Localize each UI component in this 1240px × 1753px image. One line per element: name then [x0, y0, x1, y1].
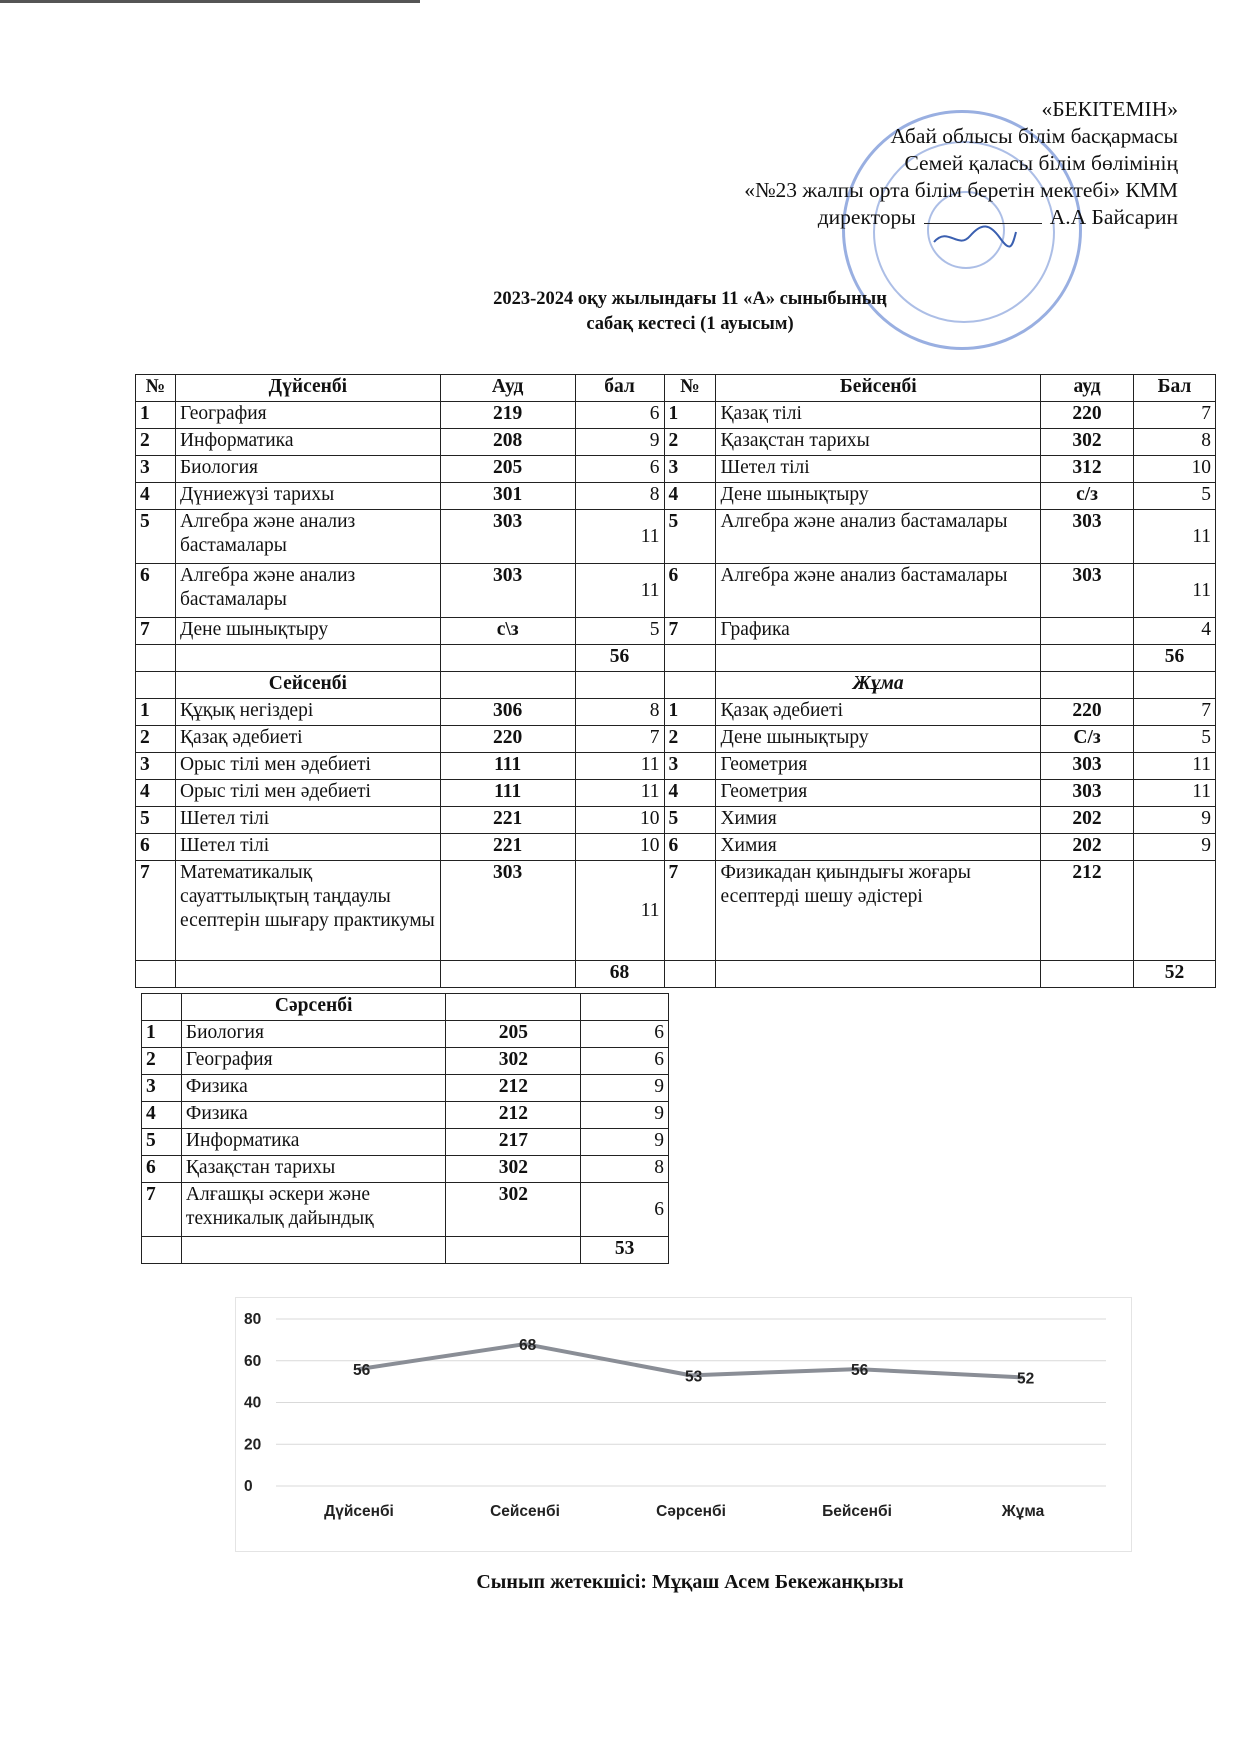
empty-cell [175, 961, 440, 988]
right-score: 11 [1134, 564, 1216, 618]
left-score: 6 [575, 402, 664, 429]
right-lesson-number: 2 [664, 726, 716, 753]
table-row [142, 1048, 669, 1075]
table-row [142, 1075, 669, 1102]
left-subject: Информатика [175, 429, 440, 456]
right-lesson-number: 6 [664, 834, 716, 861]
left-subject: Биология [175, 456, 440, 483]
empty-cell [440, 961, 575, 988]
left-subject: Алгебра және анализ бастамалары [175, 564, 440, 618]
col-room-header: ауд [1041, 375, 1134, 402]
left-room: 303 [440, 510, 575, 564]
left-score: 10 [575, 834, 664, 861]
left-room: 221 [440, 807, 575, 834]
left-subject: Математикалық сауаттылықтың таңдаулы есептерін шығару практикумы [175, 861, 440, 961]
empty-cell [664, 961, 716, 988]
director-label: директоры [817, 205, 916, 229]
wed-score: 6 [581, 1021, 669, 1048]
left-subject: Шетел тілі [175, 834, 440, 861]
x-category-label: Сейсенбі [490, 1503, 560, 1520]
wed-lesson-number: 4 [142, 1102, 182, 1129]
right-subject: Алгебра және анализ бастамалары [716, 564, 1041, 618]
right-subject: Дене шынықтыру [716, 483, 1041, 510]
table-row [142, 1129, 669, 1156]
totals-row [136, 961, 1216, 988]
col-number-header: № [664, 375, 716, 402]
right-score: 11 [1134, 753, 1216, 780]
approval-director-line [744, 204, 1178, 231]
left-score: 10 [575, 807, 664, 834]
left-score: 11 [575, 510, 664, 564]
left-room: 219 [440, 402, 575, 429]
left-subject: География [175, 402, 440, 429]
table-row [142, 1156, 669, 1183]
wed-subject: Физика [181, 1075, 446, 1102]
approval-city-dept: Семей қаласы білім бөлімінің [904, 151, 1178, 175]
data-label: 56 [851, 1362, 869, 1380]
empty-cell [716, 645, 1041, 672]
table-row [142, 1102, 669, 1129]
wed-lesson-number: 7 [142, 1183, 182, 1237]
approval-department: Абай облысы білім басқармасы [890, 124, 1178, 148]
left-score: 8 [575, 483, 664, 510]
schedule-table-main [135, 374, 1216, 988]
left-score: 9 [575, 429, 664, 456]
empty-cell [440, 645, 575, 672]
right-score: 5 [1134, 483, 1216, 510]
right-score: 7 [1134, 699, 1216, 726]
left-lesson-number: 2 [136, 726, 176, 753]
right-subject: Қазақстан тарихы [716, 429, 1041, 456]
wed-room: 212 [446, 1102, 581, 1129]
day-name-monday: Дүйсенбі [175, 375, 440, 402]
table-row [136, 429, 1216, 456]
wed-subject: География [181, 1048, 446, 1075]
right-room: 220 [1041, 402, 1134, 429]
right-subject: Геометрия [716, 753, 1041, 780]
totals-row [142, 1237, 669, 1264]
right-subject: Шетел тілі [716, 456, 1041, 483]
left-lesson-number: 4 [136, 483, 176, 510]
left-lesson-number: 1 [136, 402, 176, 429]
left-lesson-number: 7 [136, 861, 176, 961]
signature-line [924, 205, 1042, 224]
table-row [136, 564, 1216, 618]
left-lesson-number: 5 [136, 807, 176, 834]
right-lesson-number: 3 [664, 753, 716, 780]
table-row [136, 780, 1216, 807]
wed-room: 217 [446, 1129, 581, 1156]
schedule-table-wednesday [141, 993, 669, 1264]
left-lesson-number: 7 [136, 618, 176, 645]
left-room: 303 [440, 861, 575, 961]
day-name-tuesday: Сейсенбі [175, 672, 440, 699]
x-category-label: Сәрсенбі [656, 1503, 726, 1520]
right-lesson-number: 4 [664, 780, 716, 807]
x-category-label: Жұма [1001, 1503, 1045, 1520]
left-room: 221 [440, 834, 575, 861]
wed-score: 6 [581, 1048, 669, 1075]
right-room: 202 [1041, 807, 1134, 834]
left-room: 220 [440, 726, 575, 753]
table-row [136, 726, 1216, 753]
wed-subject: Информатика [181, 1129, 446, 1156]
table-row [136, 618, 1216, 645]
table-row [136, 834, 1216, 861]
empty-cell [1134, 672, 1216, 699]
day-total-monday: 56 [575, 645, 664, 672]
totals-row [136, 645, 1216, 672]
empty-cell [1041, 672, 1134, 699]
left-subject: Құқық негіздері [175, 699, 440, 726]
schedule-title [0, 287, 1240, 337]
table-row [136, 483, 1216, 510]
wed-score: 8 [581, 1156, 669, 1183]
left-subject: Орыс тілі мен әдебиеті [175, 780, 440, 807]
right-lesson-number: 2 [664, 429, 716, 456]
left-room: 208 [440, 429, 575, 456]
left-lesson-number: 2 [136, 429, 176, 456]
empty-cell [175, 645, 440, 672]
table-row [136, 402, 1216, 429]
right-lesson-number: 5 [664, 510, 716, 564]
left-room: 111 [440, 753, 575, 780]
right-subject: Дене шынықтыру [716, 726, 1041, 753]
class-teacher-line [0, 1571, 1240, 1594]
wed-score: 9 [581, 1075, 669, 1102]
right-room: 303 [1041, 753, 1134, 780]
right-lesson-number: 4 [664, 483, 716, 510]
top-edge-rule [0, 0, 420, 3]
day-name-wednesday: Сәрсенбі [181, 994, 446, 1021]
empty-cell [1041, 645, 1134, 672]
wed-lesson-number: 1 [142, 1021, 182, 1048]
day-total-thursday: 56 [1134, 645, 1216, 672]
right-score: 10 [1134, 456, 1216, 483]
right-subject: Графика [716, 618, 1041, 645]
table-row [136, 861, 1216, 961]
y-tick-label: 60 [244, 1352, 262, 1370]
y-tick-label: 80 [244, 1311, 262, 1328]
empty-cell [136, 672, 176, 699]
empty-cell [664, 672, 716, 699]
right-score: 7 [1134, 402, 1216, 429]
right-score: 9 [1134, 834, 1216, 861]
left-lesson-number: 4 [136, 780, 176, 807]
wed-lesson-number: 5 [142, 1129, 182, 1156]
data-label: 53 [685, 1368, 703, 1386]
y-tick-label: 0 [244, 1478, 253, 1495]
schedule-title-line2: сабақ кестесі (1 ауысым) [586, 314, 794, 334]
left-score: 6 [575, 456, 664, 483]
empty-cell [181, 1237, 446, 1264]
left-room: 301 [440, 483, 575, 510]
left-subject: Шетел тілі [175, 807, 440, 834]
right-score [1134, 861, 1216, 961]
left-room: 303 [440, 564, 575, 618]
wed-subject: Физика [181, 1102, 446, 1129]
left-score: 11 [575, 861, 664, 961]
empty-cell [581, 994, 669, 1021]
x-category-label: Дүйсенбі [324, 1503, 394, 1520]
right-subject: Геометрия [716, 780, 1041, 807]
empty-cell [575, 672, 664, 699]
left-subject: Орыс тілі мен әдебиеті [175, 753, 440, 780]
col-score-header: бал [575, 375, 664, 402]
right-lesson-number: 7 [664, 861, 716, 961]
wed-room: 205 [446, 1021, 581, 1048]
table-row [136, 807, 1216, 834]
empty-cell [446, 1237, 581, 1264]
left-room: 306 [440, 699, 575, 726]
day-name-thursday: Бейсенбі [716, 375, 1041, 402]
table-row [142, 1183, 669, 1237]
right-room [1041, 618, 1134, 645]
left-room: 111 [440, 780, 575, 807]
day-header-row [136, 375, 1216, 402]
day-total-tuesday: 68 [575, 961, 664, 988]
teacher-name: Мұқаш Асем Бекежанқызы [651, 1571, 904, 1593]
left-room: с\з [440, 618, 575, 645]
left-subject: Дүниежүзі тарихы [175, 483, 440, 510]
right-room: 302 [1041, 429, 1134, 456]
right-subject: Қазақ тілі [716, 402, 1041, 429]
day-header-row [142, 994, 669, 1021]
right-room: 212 [1041, 861, 1134, 961]
table-row [136, 510, 1216, 564]
empty-cell [716, 961, 1041, 988]
empty-cell [440, 672, 575, 699]
data-label: 52 [1017, 1370, 1035, 1388]
right-room: 303 [1041, 564, 1134, 618]
right-subject: Химия [716, 807, 1041, 834]
table-row [142, 1021, 669, 1048]
right-lesson-number: 1 [664, 402, 716, 429]
wed-room: 302 [446, 1156, 581, 1183]
col-room-header: Ауд [440, 375, 575, 402]
left-lesson-number: 6 [136, 564, 176, 618]
left-lesson-number: 1 [136, 699, 176, 726]
right-lesson-number: 1 [664, 699, 716, 726]
col-number-header: № [136, 375, 176, 402]
empty-cell [142, 1237, 182, 1264]
schedule-title-line1: 2023-2024 оқу жылындағы 11 «А» сыныбының [493, 289, 887, 309]
right-lesson-number: 3 [664, 456, 716, 483]
y-tick-label: 20 [244, 1436, 262, 1454]
data-label: 56 [353, 1362, 371, 1380]
col-score-header: Бал [1134, 375, 1216, 402]
approval-school: «№23 жалпы орта білім беретін мектебі» КММ [744, 178, 1178, 202]
left-room: 205 [440, 456, 575, 483]
left-lesson-number: 5 [136, 510, 176, 564]
right-room: 303 [1041, 780, 1134, 807]
left-score: 11 [575, 753, 664, 780]
right-subject: Физикадан қиындығы жоғары есептерді шешу әдістері [716, 861, 1041, 961]
left-subject: Алгебра және анализ бастамалары [175, 510, 440, 564]
table-row [136, 456, 1216, 483]
data-label: 68 [519, 1337, 537, 1355]
right-score: 11 [1134, 510, 1216, 564]
day-total-friday: 52 [1134, 961, 1216, 988]
right-score: 8 [1134, 429, 1216, 456]
right-room: 202 [1041, 834, 1134, 861]
right-score: 9 [1134, 807, 1216, 834]
right-lesson-number: 7 [664, 618, 716, 645]
table-row [136, 753, 1216, 780]
right-room: С/з [1041, 726, 1134, 753]
right-lesson-number: 5 [664, 807, 716, 834]
wed-lesson-number: 2 [142, 1048, 182, 1075]
left-score: 7 [575, 726, 664, 753]
x-category-label: Бейсенбі [822, 1503, 892, 1520]
wed-lesson-number: 6 [142, 1156, 182, 1183]
left-score: 5 [575, 618, 664, 645]
left-score: 11 [575, 780, 664, 807]
left-subject: Қазақ әдебиеті [175, 726, 440, 753]
teacher-label: Сынып жетекшісі: [476, 1571, 647, 1593]
right-subject: Алгебра және анализ бастамалары [716, 510, 1041, 564]
wed-lesson-number: 3 [142, 1075, 182, 1102]
right-score: 11 [1134, 780, 1216, 807]
approval-block [744, 96, 1178, 231]
right-room: 312 [1041, 456, 1134, 483]
right-lesson-number: 6 [664, 564, 716, 618]
left-score: 8 [575, 699, 664, 726]
left-lesson-number: 3 [136, 456, 176, 483]
day-total-wednesday: 53 [581, 1237, 669, 1264]
empty-cell [136, 961, 176, 988]
wed-score: 6 [581, 1183, 669, 1237]
right-subject: Химия [716, 834, 1041, 861]
director-name: А.А Байсарин [1049, 205, 1178, 229]
wed-room: 302 [446, 1183, 581, 1237]
wed-score: 9 [581, 1129, 669, 1156]
empty-cell [446, 994, 581, 1021]
empty-cell [664, 645, 716, 672]
wed-score: 9 [581, 1102, 669, 1129]
right-score: 5 [1134, 726, 1216, 753]
left-lesson-number: 3 [136, 753, 176, 780]
right-room: 303 [1041, 510, 1134, 564]
wed-room: 302 [446, 1048, 581, 1075]
empty-cell [142, 994, 182, 1021]
wed-subject: Қазақстан тарихы [181, 1156, 446, 1183]
chart-canvas [236, 1298, 1131, 1551]
day-name-friday: Жұма [716, 672, 1041, 699]
empty-cell [1041, 961, 1134, 988]
right-room: 220 [1041, 699, 1134, 726]
wed-room: 212 [446, 1075, 581, 1102]
approval-heading: «БЕКІТЕМІН» [1041, 97, 1178, 121]
day-header-row [136, 672, 1216, 699]
left-lesson-number: 6 [136, 834, 176, 861]
empty-cell [136, 645, 176, 672]
table-row [136, 699, 1216, 726]
right-room: с/з [1041, 483, 1134, 510]
left-subject: Дене шынықтыру [175, 618, 440, 645]
wed-subject: Биология [181, 1021, 446, 1048]
left-score: 11 [575, 564, 664, 618]
weekly-totals-chart [235, 1297, 1132, 1552]
right-score: 4 [1134, 618, 1216, 645]
wed-subject: Алғашқы әскери және техникалық дайындық [181, 1183, 446, 1237]
right-subject: Қазақ әдебиеті [716, 699, 1041, 726]
y-tick-label: 40 [244, 1394, 262, 1412]
